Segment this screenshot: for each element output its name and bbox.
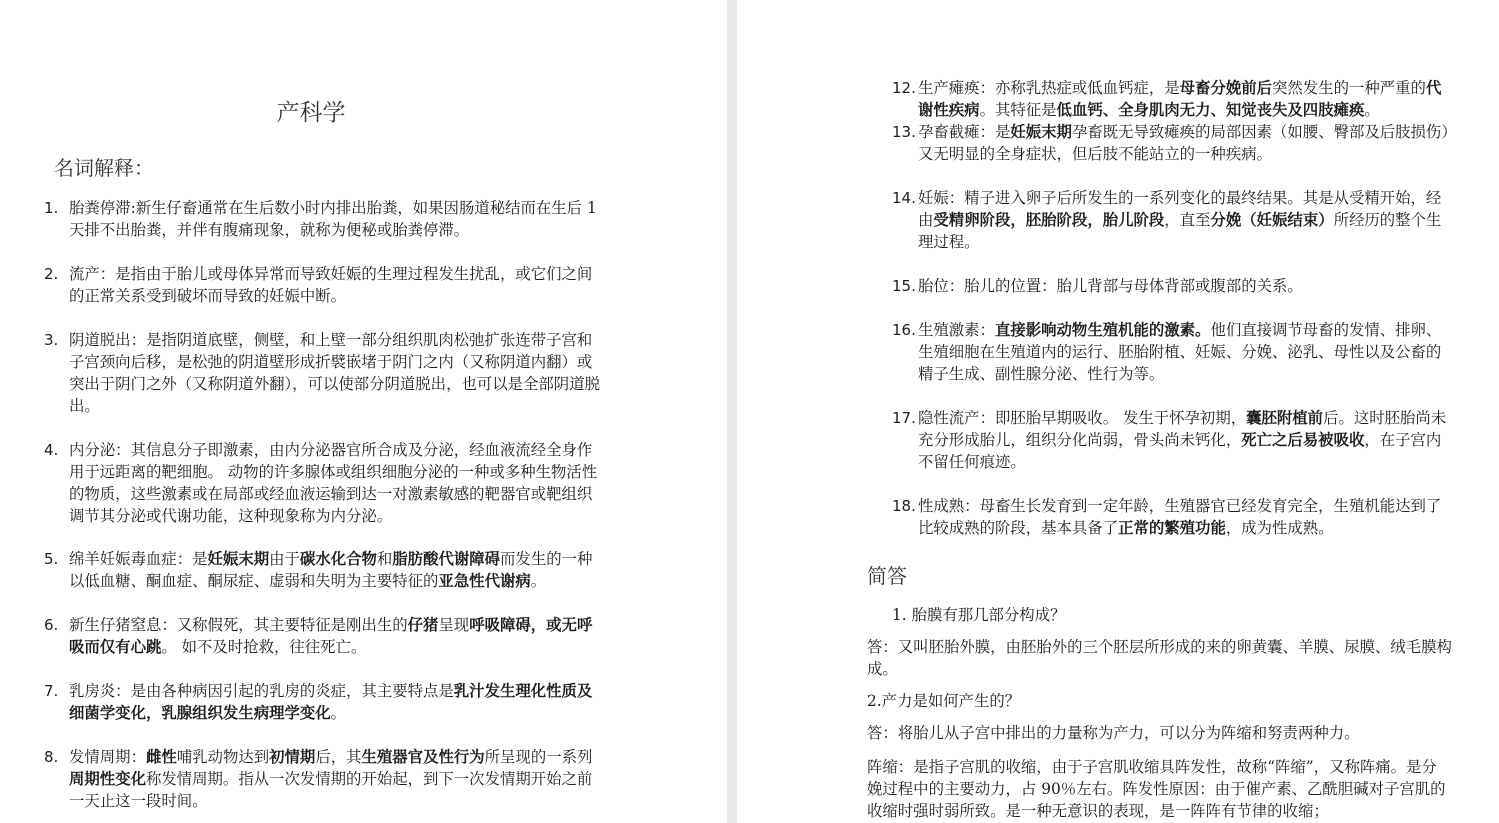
item-number: 14. [892,189,916,207]
item-text: 乳房炎：是由各种病因引起的乳房的炎症，其主要特点是乳汁发生理化性质及细菌学变化，乳腺组织发生病理学变化。 [69,682,593,722]
item-text: 生殖激素：直接影响动物生殖机能的激素。他们直接调节母畜的发情、排卵、生殖细胞在生殖道内的运行、胚胎附植、妊娠、分娩、泌乳、母性以及公畜的精子生成、副性腺分泌、性行为等。 [918,321,1442,383]
item-text: 胎位：胎儿的位置：胎儿背部与母体背部或腹部的关系。 [918,277,1303,295]
term-item-4 [44,439,606,527]
item-text: 绵羊妊娠毒血症：是妊娠末期由于碳水化合物和脂肪酸代谢障碍而发生的一种以低血糖、酮血症、酮尿症、虚弱和失明为主要特征的亚急性代谢病。 [69,550,593,590]
term-item-6 [44,614,606,658]
term-item-7 [44,680,606,724]
term-item-12 [892,77,1452,121]
item-number: 4. [44,441,59,459]
item-number: 13. [892,123,916,141]
answer-1: 答：又叫胚胎外膜，由胚胎外的三个胚层所形成的来的卵黄囊、羊膜、尿膜、绒毛膜构成。 [867,638,1452,678]
item-text: 胎粪停滞:新生仔畜通常在生后数小时内排出胎粪，如果因肠道秘结而在生后 1 天排不出胎粪，并伴有腹痛现象，就称为便秘或胎粪停滞。 [69,199,597,239]
question-1: 1. 胎膜有那几部分构成？ [892,606,1066,624]
item-number: 7. [44,682,59,700]
item-number: 17. [892,409,916,427]
term-item-3 [44,329,606,417]
item-number: 2. [44,265,59,283]
term-item-15 [892,275,1452,297]
section-heading-terms: 名词解释： [54,156,154,180]
item-text: 性成熟：母畜生长发育到一定年龄，生殖器官已经发育完全，生殖机能达到了比较成熟的阶段，基本具备了正常的繁殖功能，成为性成熟。 [918,497,1442,537]
item-text: 生产瘫痪：亦称乳热症或低血钙症，是母畜分娩前后突然发生的一种严重的代谢性疾病。其特征是低血钙、全身肌肉无力、知觉丧失及四肢瘫痪。 [918,79,1442,119]
item-number: 8. [44,748,59,766]
item-text: 孕畜截瘫：是妊娠末期孕畜既无导致瘫痪的局部因素（如腰、臀部及后肢损伤）又无明显的全身症状，但后肢不能站立的一种疾病。 [918,123,1450,163]
document-title: 产科学 [276,100,346,126]
document-page-left [0,0,727,823]
term-item-13 [892,121,1452,165]
term-item-16 [892,319,1452,385]
item-number: 3. [44,331,59,349]
item-text: 阴道脱出：是指阴道底壁，侧壁，和上壁一部分组织肌肉松弛扩张连带子宫和子宫颈向后移，是松弛的阴道壁形成折襞嵌堵于阴门之内（又称阴道内翻）或突出于阴门之外（又称阴道外翻），可以使部分阴道脱出，也可以是全部阴道脱出。 [69,331,600,415]
item-number: 6. [44,616,59,634]
item-number: 1. [44,199,59,217]
item-number: 16. [892,321,916,339]
section-heading-short-answer: 简答 [867,564,907,588]
question-2: 2.产力是如何产生的？ [867,692,1021,710]
term-item-18 [892,495,1452,539]
answer-2: 答：将胎儿从子宫中排出的力量称为产力，可以分为阵缩和努责两种力。 [867,724,1360,742]
answer-2-detail: 阵缩：是指子宫肌的收缩，由于子宫肌收缩具阵发性，故称“阵缩”，又称阵痛。是分娩过程中的主要动力，占 90％左右。阵发性原因：由于催产素、乙酰胆碱对子宫肌的收缩时强时弱所致。是一种无意识的表现，是一阵阵有节律的收缩； [867,758,1446,820]
item-text: 新生仔猪窒息：又称假死，其主要特征是刚出生的仔猪呈现呼吸障碍，或无呼吸而仅有心跳。 如不及时抢救，往往死亡。 [69,616,593,656]
item-text: 隐性流产：即胚胎早期吸收。 发生于怀孕初期，囊胚附植前后。这时胚胎尚未充分形成胎儿，组织分化尚弱，骨头尚未钙化，死亡之后易被吸收，在子宫内不留任何痕迹。 [918,409,1447,471]
term-item-2 [44,263,606,307]
item-text: 发情周期：雌性哺乳动物达到初情期后，其生殖器官及性行为所呈现的一系列周期性变化称发情周期。指从一次发情期的开始起，到下一次发情期开始之前一天止这一段时间。 [69,748,593,810]
item-number: 12. [892,79,916,97]
document-page-right [737,0,1499,823]
term-item-14 [892,187,1452,253]
item-text: 妊娠：精子进入卵子后所发生的一系列变化的最终结果。其是从受精开始，经由受精卵阶段，胚胎阶段，胎儿阶段，直至分娩（妊娠结束）所经历的整个生理过程。 [918,189,1442,251]
item-number: 18. [892,497,916,515]
term-item-5 [44,548,606,592]
term-item-8 [44,746,606,812]
term-item-1 [44,197,606,241]
item-text: 流产：是指由于胎儿或母体异常而导致妊娠的生理过程发生扰乱，或它们之间的正常关系受到破坏而导致的妊娠中断。 [69,265,593,305]
item-number: 5. [44,550,59,568]
item-number: 15. [892,277,916,295]
item-text: 内分泌：其信息分子即激素，由内分泌器官所合成及分泌，经血液流经全身作用于远距离的靶细胞。 动物的许多腺体或组织细胞分泌的一种或多种生物活性的物质，这些激素或在局部或经血液运输到达一对激素敏感的靶器官或靶组织调节其分泌或代谢功能，这种现象称为内分泌。 [69,441,598,525]
term-item-17 [892,407,1452,473]
